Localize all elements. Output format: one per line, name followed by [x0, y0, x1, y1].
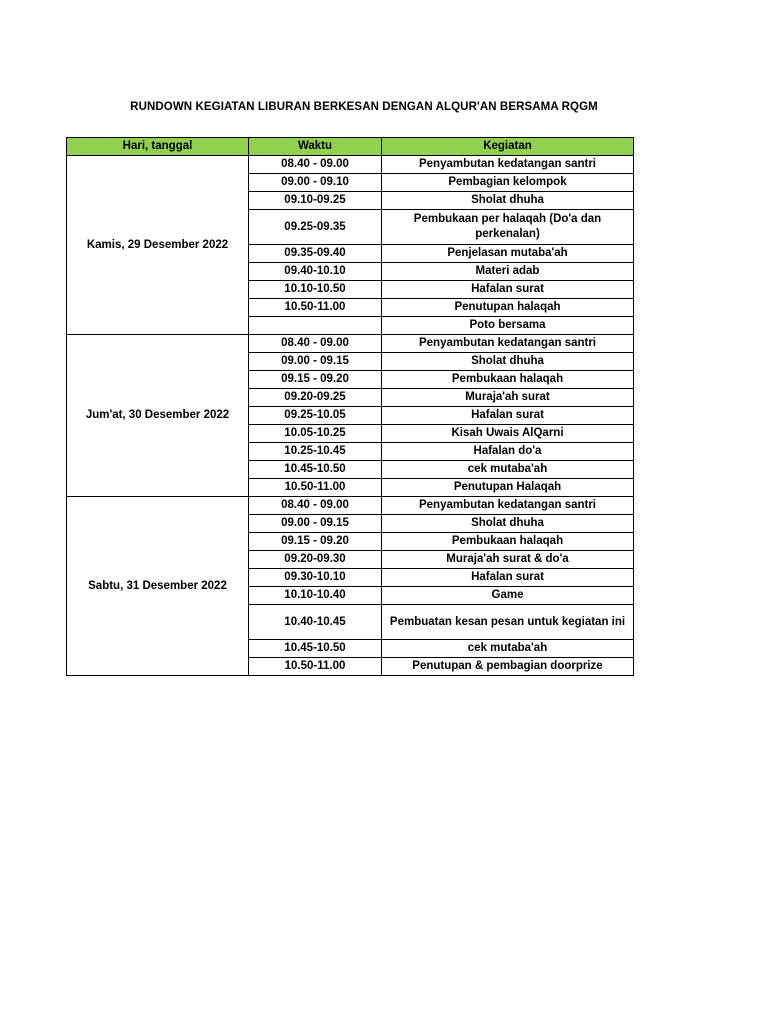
time-cell: 10.45-10.50	[249, 461, 382, 479]
activity-cell: Pembagian kelompok	[382, 174, 634, 192]
activity-cell: Muraja'ah surat	[382, 389, 634, 407]
time-cell: 08.40 - 09.00	[249, 156, 382, 174]
header-time: Waktu	[249, 138, 382, 156]
activity-cell: Muraja'ah surat & do'a	[382, 551, 634, 569]
activity-cell: Sholat dhuha	[382, 192, 634, 210]
activity-cell: Pembuatan kesan pesan untuk kegiatan ini	[382, 605, 634, 640]
activity-cell: Penyambutan kedatangan santri	[382, 156, 634, 174]
activity-cell: Penyambutan kedatangan santri	[382, 497, 634, 515]
time-cell: 09.35-09.40	[249, 245, 382, 263]
time-cell: 10.10-10.40	[249, 587, 382, 605]
activity-cell: Penyambutan kedatangan santri	[382, 335, 634, 353]
activity-cell: Penjelasan mutaba'ah	[382, 245, 634, 263]
time-cell: 08.40 - 09.00	[249, 335, 382, 353]
time-cell: 10.25-10.45	[249, 443, 382, 461]
time-cell: 10.40-10.45	[249, 605, 382, 640]
activity-cell: Hafalan do'a	[382, 443, 634, 461]
time-cell: 10.45-10.50	[249, 640, 382, 658]
activity-cell: Poto bersama	[382, 317, 634, 335]
table-body	[67, 156, 634, 676]
time-cell: 09.30-10.10	[249, 569, 382, 587]
time-cell: 09.15 - 09.20	[249, 371, 382, 389]
time-cell: 10.50-11.00	[249, 658, 382, 676]
day-cell: Jum'at, 30 Desember 2022	[67, 335, 249, 497]
document-title: RUNDOWN KEGIATAN LIBURAN BERKESAN DENGAN ALQUR'AN BERSAMA RQGM	[130, 101, 598, 113]
time-cell: 09.25-10.05	[249, 407, 382, 425]
time-cell: 09.00 - 09.15	[249, 353, 382, 371]
activity-cell: cek mutaba'ah	[382, 461, 634, 479]
header-activity: Kegiatan	[382, 138, 634, 156]
activity-cell: Pembukaan per halaqah (Do'a dan perkenalan)	[382, 210, 634, 245]
time-cell: 10.05-10.25	[249, 425, 382, 443]
header-day: Hari, tanggal	[67, 138, 249, 156]
activity-cell: Sholat dhuha	[382, 515, 634, 533]
activity-cell: Penutupan & pembagian doorprize	[382, 658, 634, 676]
activity-cell: Pembukaan halaqah	[382, 533, 634, 551]
table-row	[67, 335, 634, 353]
activity-cell: Penutupan Halaqah	[382, 479, 634, 497]
time-cell: 09.00 - 09.15	[249, 515, 382, 533]
activity-cell: Game	[382, 587, 634, 605]
time-cell: 09.20-09.30	[249, 551, 382, 569]
day-cell: Sabtu, 31 Desember 2022	[67, 497, 249, 676]
rundown-table	[66, 137, 634, 676]
time-cell: 10.50-11.00	[249, 299, 382, 317]
time-cell: 09.20-09.25	[249, 389, 382, 407]
time-cell: 09.15 - 09.20	[249, 533, 382, 551]
activity-cell: Hafalan surat	[382, 281, 634, 299]
activity-cell: Sholat dhuha	[382, 353, 634, 371]
activity-cell: Kisah Uwais AlQarni	[382, 425, 634, 443]
activity-cell: Materi adab	[382, 263, 634, 281]
time-cell: 10.50-11.00	[249, 479, 382, 497]
header-row	[67, 138, 634, 156]
time-cell: 09.10-09.25	[249, 192, 382, 210]
time-cell: 09.00 - 09.10	[249, 174, 382, 192]
table-row	[67, 156, 634, 174]
activity-cell: cek mutaba'ah	[382, 640, 634, 658]
time-cell: 09.25-09.35	[249, 210, 382, 245]
time-cell: 10.10-10.50	[249, 281, 382, 299]
day-cell: Kamis, 29 Desember 2022	[67, 156, 249, 335]
activity-cell: Hafalan surat	[382, 407, 634, 425]
time-cell	[249, 317, 382, 335]
time-cell: 09.40-10.10	[249, 263, 382, 281]
activity-cell: Pembukaan halaqah	[382, 371, 634, 389]
activity-cell: Hafalan surat	[382, 569, 634, 587]
time-cell: 08.40 - 09.00	[249, 497, 382, 515]
table-row	[67, 497, 634, 515]
activity-cell: Penutupan halaqah	[382, 299, 634, 317]
